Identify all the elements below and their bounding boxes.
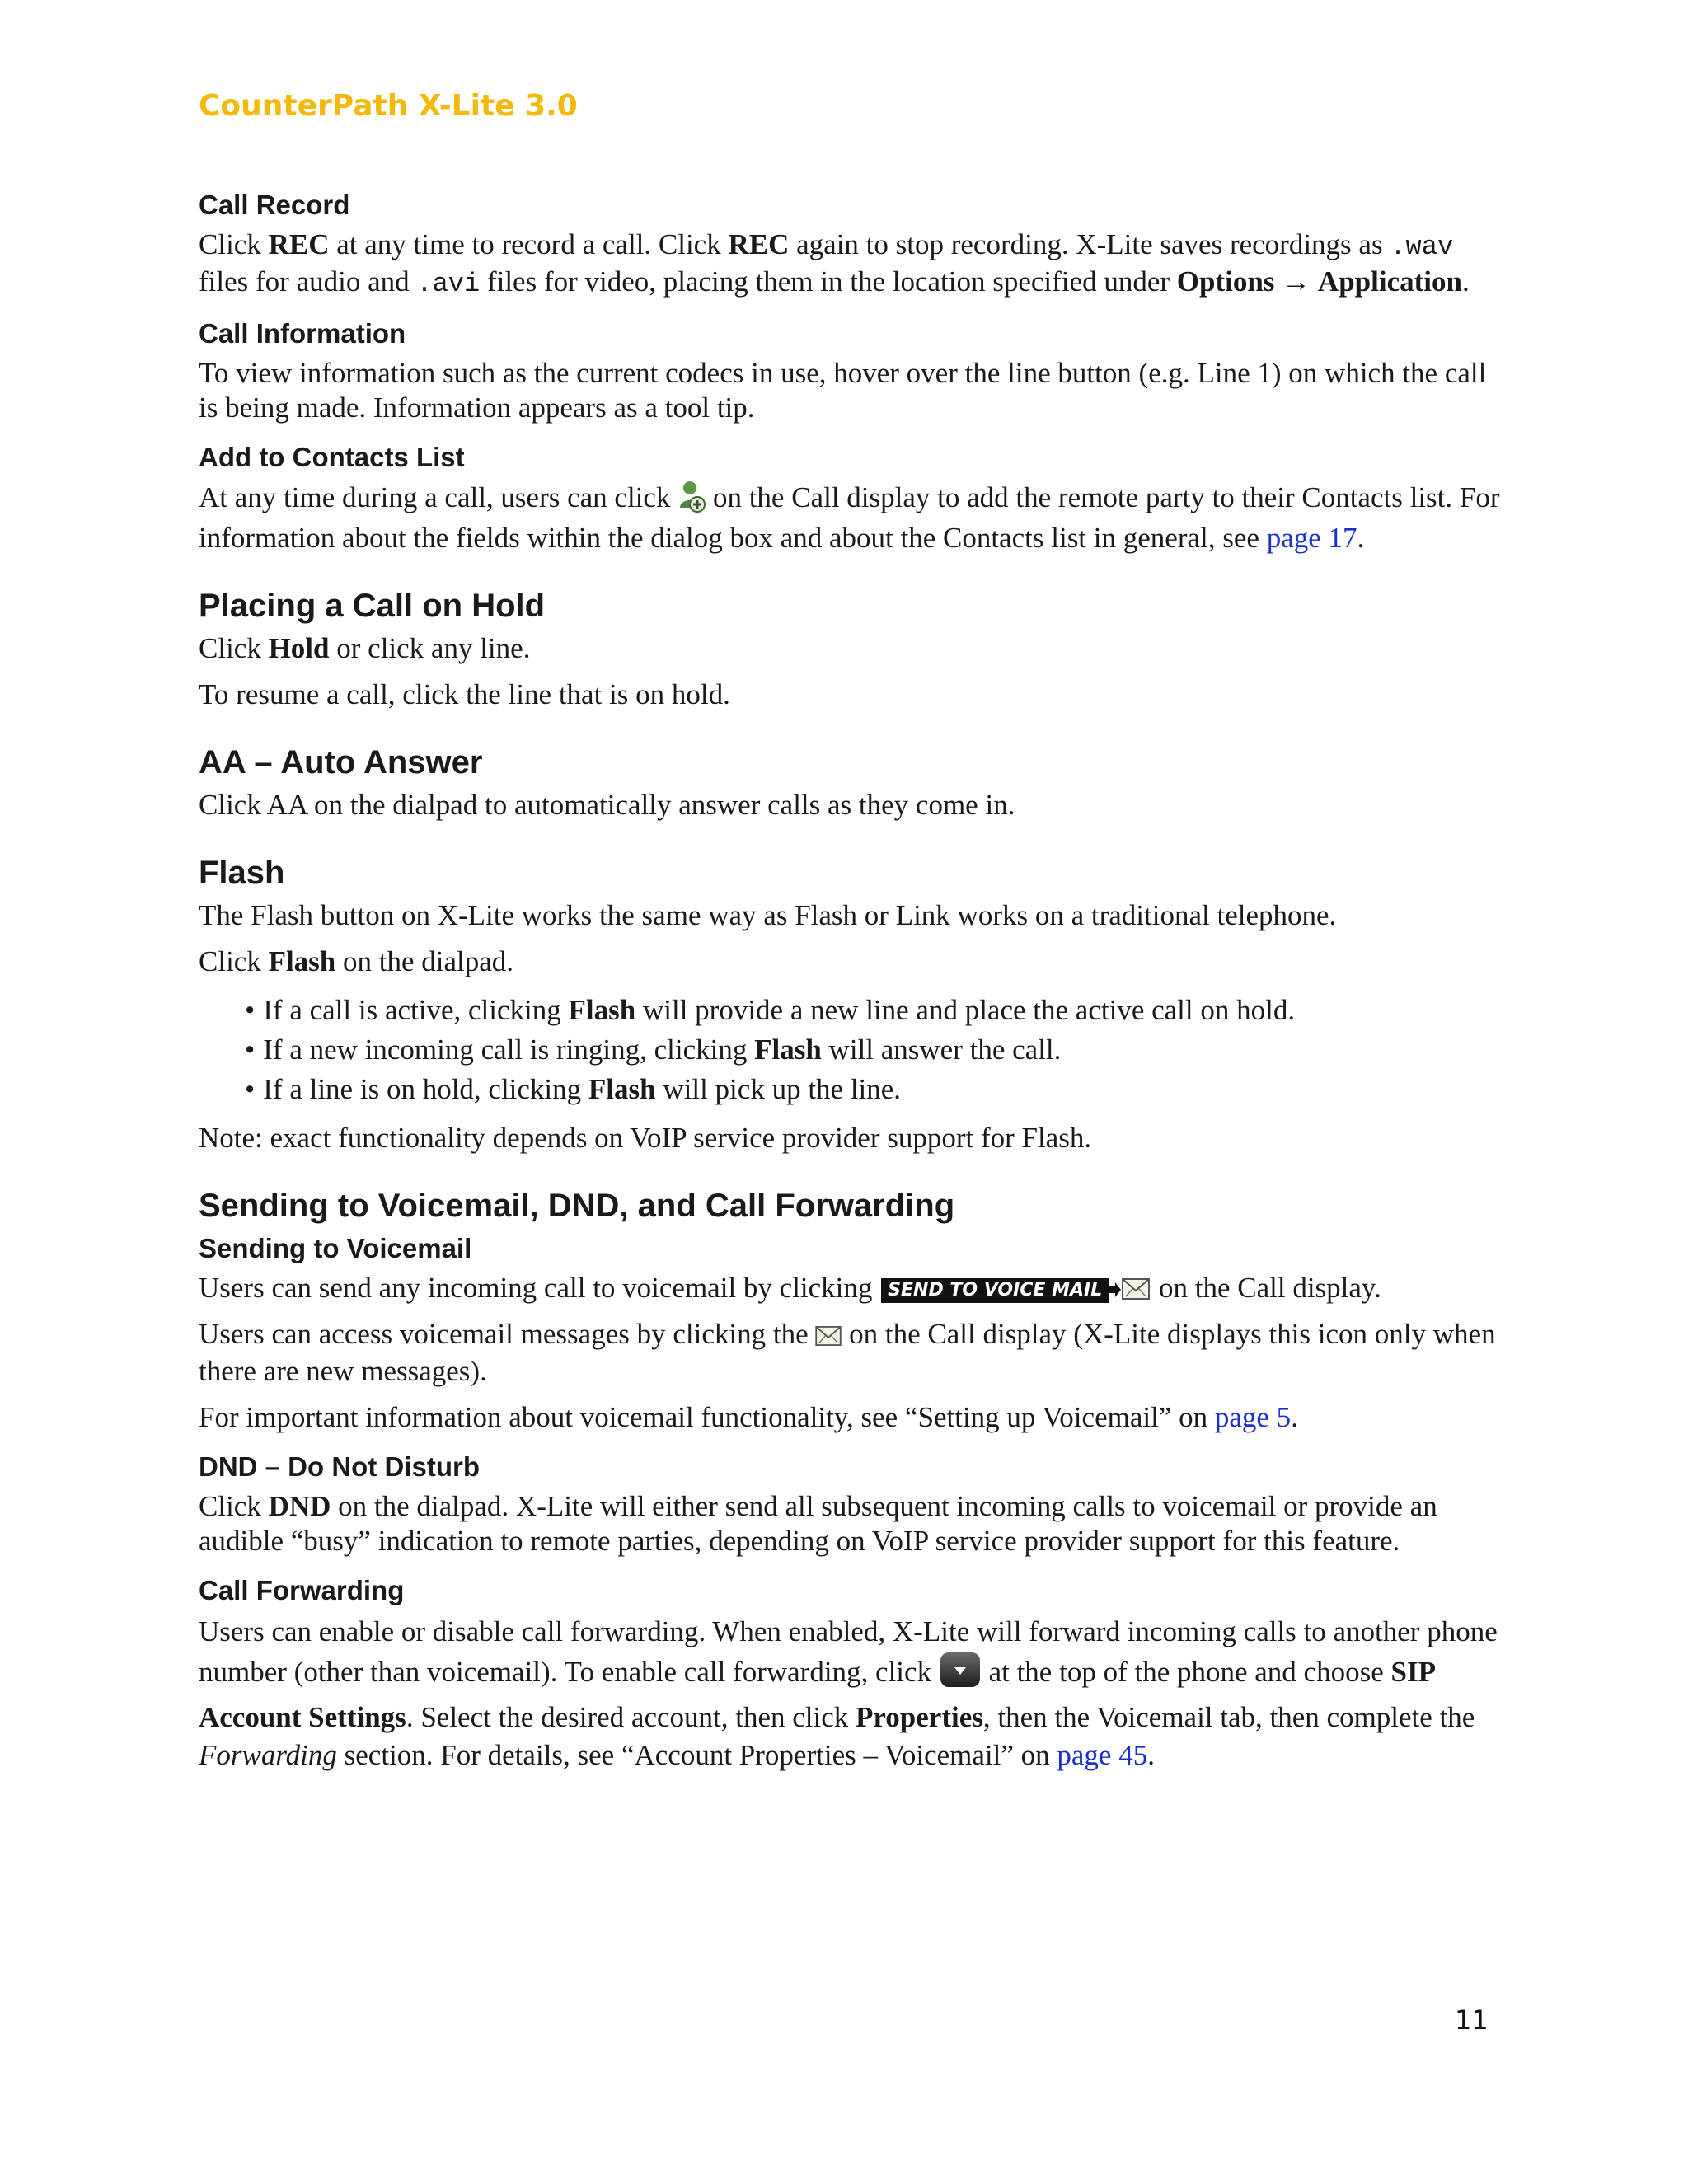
text: Users can enable or disable call forwarding. When enabled, X-Lite will forward incoming calls to another phone number (other than voicemail). To enable call forwarding, click (199, 1615, 1498, 1688)
text: section. For details, see “Account Properties – Voicemail” on (336, 1738, 1057, 1771)
sip-account-settings-label: SIP Account Settings (199, 1656, 1435, 1733)
rec-label: REC (728, 228, 790, 260)
avi-extension: .avi (416, 269, 481, 299)
properties-label: Properties (856, 1700, 983, 1733)
flash-bullet-list (199, 991, 1501, 1109)
call-forwarding-paragraph (199, 1613, 1501, 1774)
forwarding-section-name: Forwarding (199, 1738, 337, 1771)
arrow-glyph: → (1274, 265, 1318, 298)
voicemail-envelope-icon[interactable] (815, 1319, 842, 1354)
call-record-heading: Call Record (199, 190, 350, 220)
add-contacts-heading: Add to Contacts List (199, 442, 465, 472)
page-number: 11 (1455, 2004, 1489, 2036)
flash-label: Flash (588, 1073, 656, 1105)
page-45-link[interactable]: page 45 (1057, 1738, 1148, 1771)
text: . (1461, 265, 1470, 298)
list-item: • If a call is active, clicking Flash will provide a new line and place the active call on hold. (245, 994, 1296, 1026)
send-to-voicemail-button[interactable] (881, 1278, 1150, 1303)
call-information-heading: Call Information (199, 318, 406, 349)
text: on the Call display (X-Lite displays this icon only when there are new messages). (199, 1318, 1496, 1387)
voicemail-section-heading: Sending to Voicemail, DND, and Call Forwarding (199, 1188, 955, 1224)
document-header-title: CounterPath X-Lite 3.0 (199, 89, 578, 123)
text: on the dialpad. X-Lite will either send all subsequent incoming calls to voicemail or provide an audible “busy” indication to remote parties, depending on VoIP service provider support for this feature. (199, 1489, 1437, 1557)
text: If a new incoming call is ringing, clicking (263, 1033, 755, 1066)
flash-note: Note: exact functionality depends on VoIP service provider support for Flash. (199, 1122, 1092, 1154)
page-17-link[interactable]: page 17 (1266, 522, 1357, 554)
text: will provide a new line and place the active call on hold. (635, 994, 1296, 1026)
flash-paragraph-1: The Flash button on X-Lite works the same way as Flash or Link works on a traditional telephone. (199, 899, 1337, 931)
text: Click (199, 632, 269, 664)
text: . (1291, 1400, 1298, 1433)
menu-dropdown-icon[interactable] (939, 1651, 982, 1699)
arrow-right-icon (1109, 1273, 1122, 1308)
auto-answer-heading: AA – Auto Answer (199, 744, 483, 780)
text: If a call is active, clicking (263, 994, 569, 1026)
hold-label: Hold (268, 632, 330, 664)
text: again to stop recording. X-Lite saves recordings as (789, 228, 1390, 260)
rec-label: REC (268, 228, 330, 260)
options-menu-label: Options (1176, 265, 1275, 298)
add-contacts-paragraph (199, 480, 1501, 555)
dnd-heading: DND – Do Not Disturb (199, 1451, 480, 1482)
text: At any time during a call, users can click (199, 481, 678, 514)
call-forwarding-heading: Call Forwarding (199, 1574, 405, 1605)
sending-to-voicemail-heading: Sending to Voicemail (199, 1233, 472, 1263)
text: files for video, placing them in the location specified under (480, 265, 1177, 298)
text: Click (199, 945, 269, 977)
text: Click (199, 1489, 269, 1522)
flash-label: Flash (754, 1033, 822, 1066)
hold-paragraph-2: To resume a call, click the line that is on hold. (199, 678, 730, 710)
list-item: • If a line is on hold, clicking Flash will pick up the line. (245, 1073, 902, 1105)
voicemail-paragraph-1 (199, 1271, 1501, 1305)
voicemail-paragraph-3 (199, 1400, 1501, 1435)
flash-paragraph-2 (199, 944, 1501, 979)
text: . (1147, 1738, 1155, 1771)
flash-label: Flash (268, 945, 336, 977)
page-5-link[interactable]: page 5 (1214, 1400, 1292, 1433)
text: . (1357, 522, 1365, 554)
page-content (199, 188, 1501, 1786)
text: . Select the desired account, then click (406, 1700, 856, 1733)
flash-heading: Flash (199, 855, 285, 891)
text: will answer the call. (821, 1033, 1062, 1066)
call-record-paragraph (199, 227, 1501, 302)
voicemail-paragraph-2 (199, 1317, 1501, 1389)
text: If a line is on hold, clicking (263, 1073, 588, 1105)
text: For important information about voicemail functionality, see “Setting up Voicemail” on (199, 1400, 1215, 1433)
auto-answer-paragraph: Click AA on the dialpad to automatically answer calls as they come in. (199, 789, 1015, 821)
flash-label: Flash (568, 994, 636, 1026)
hold-paragraph-1 (199, 631, 1501, 666)
add-contact-icon (678, 480, 706, 521)
voicemail-envelope-icon (1122, 1273, 1150, 1308)
text: on the dialpad. (335, 945, 514, 977)
send-to-voicemail-label: SEND TO VOICE MAIL (881, 1278, 1109, 1303)
list-item: • If a new incoming call is ringing, clicking Flash will answer the call. (245, 1033, 1062, 1066)
text: Click (199, 228, 269, 260)
call-information-paragraph: To view information such as the current codecs in use, hover over the line button (e.g. Line 1) on which the call is being made. Information appears as a tool tip. (199, 357, 1487, 424)
dnd-paragraph (199, 1489, 1501, 1558)
application-menu-label: Application (1317, 265, 1462, 298)
text: or click any line. (329, 632, 531, 664)
text: , then the Voicemail tab, then complete the (982, 1700, 1475, 1733)
text: at the top of the phone and choose (981, 1656, 1391, 1688)
text: on the Call display to add the remote party to their Contacts list. For information about the fields within the dialog box and about the Contacts list in general, see (199, 481, 1500, 554)
text: at any time to record a call. Click (329, 228, 729, 260)
text: files for audio and (199, 265, 417, 298)
wav-extension: .wav (1390, 232, 1454, 262)
text: Users can access voicemail messages by clicking the (199, 1318, 816, 1350)
text: on the Call display. (1151, 1272, 1381, 1304)
hold-section-heading: Placing a Call on Hold (199, 588, 546, 624)
text: Users can send any incoming call to voicemail by clicking (199, 1272, 880, 1304)
dnd-label: DND (268, 1489, 331, 1522)
text: will pick up the line. (655, 1073, 902, 1105)
